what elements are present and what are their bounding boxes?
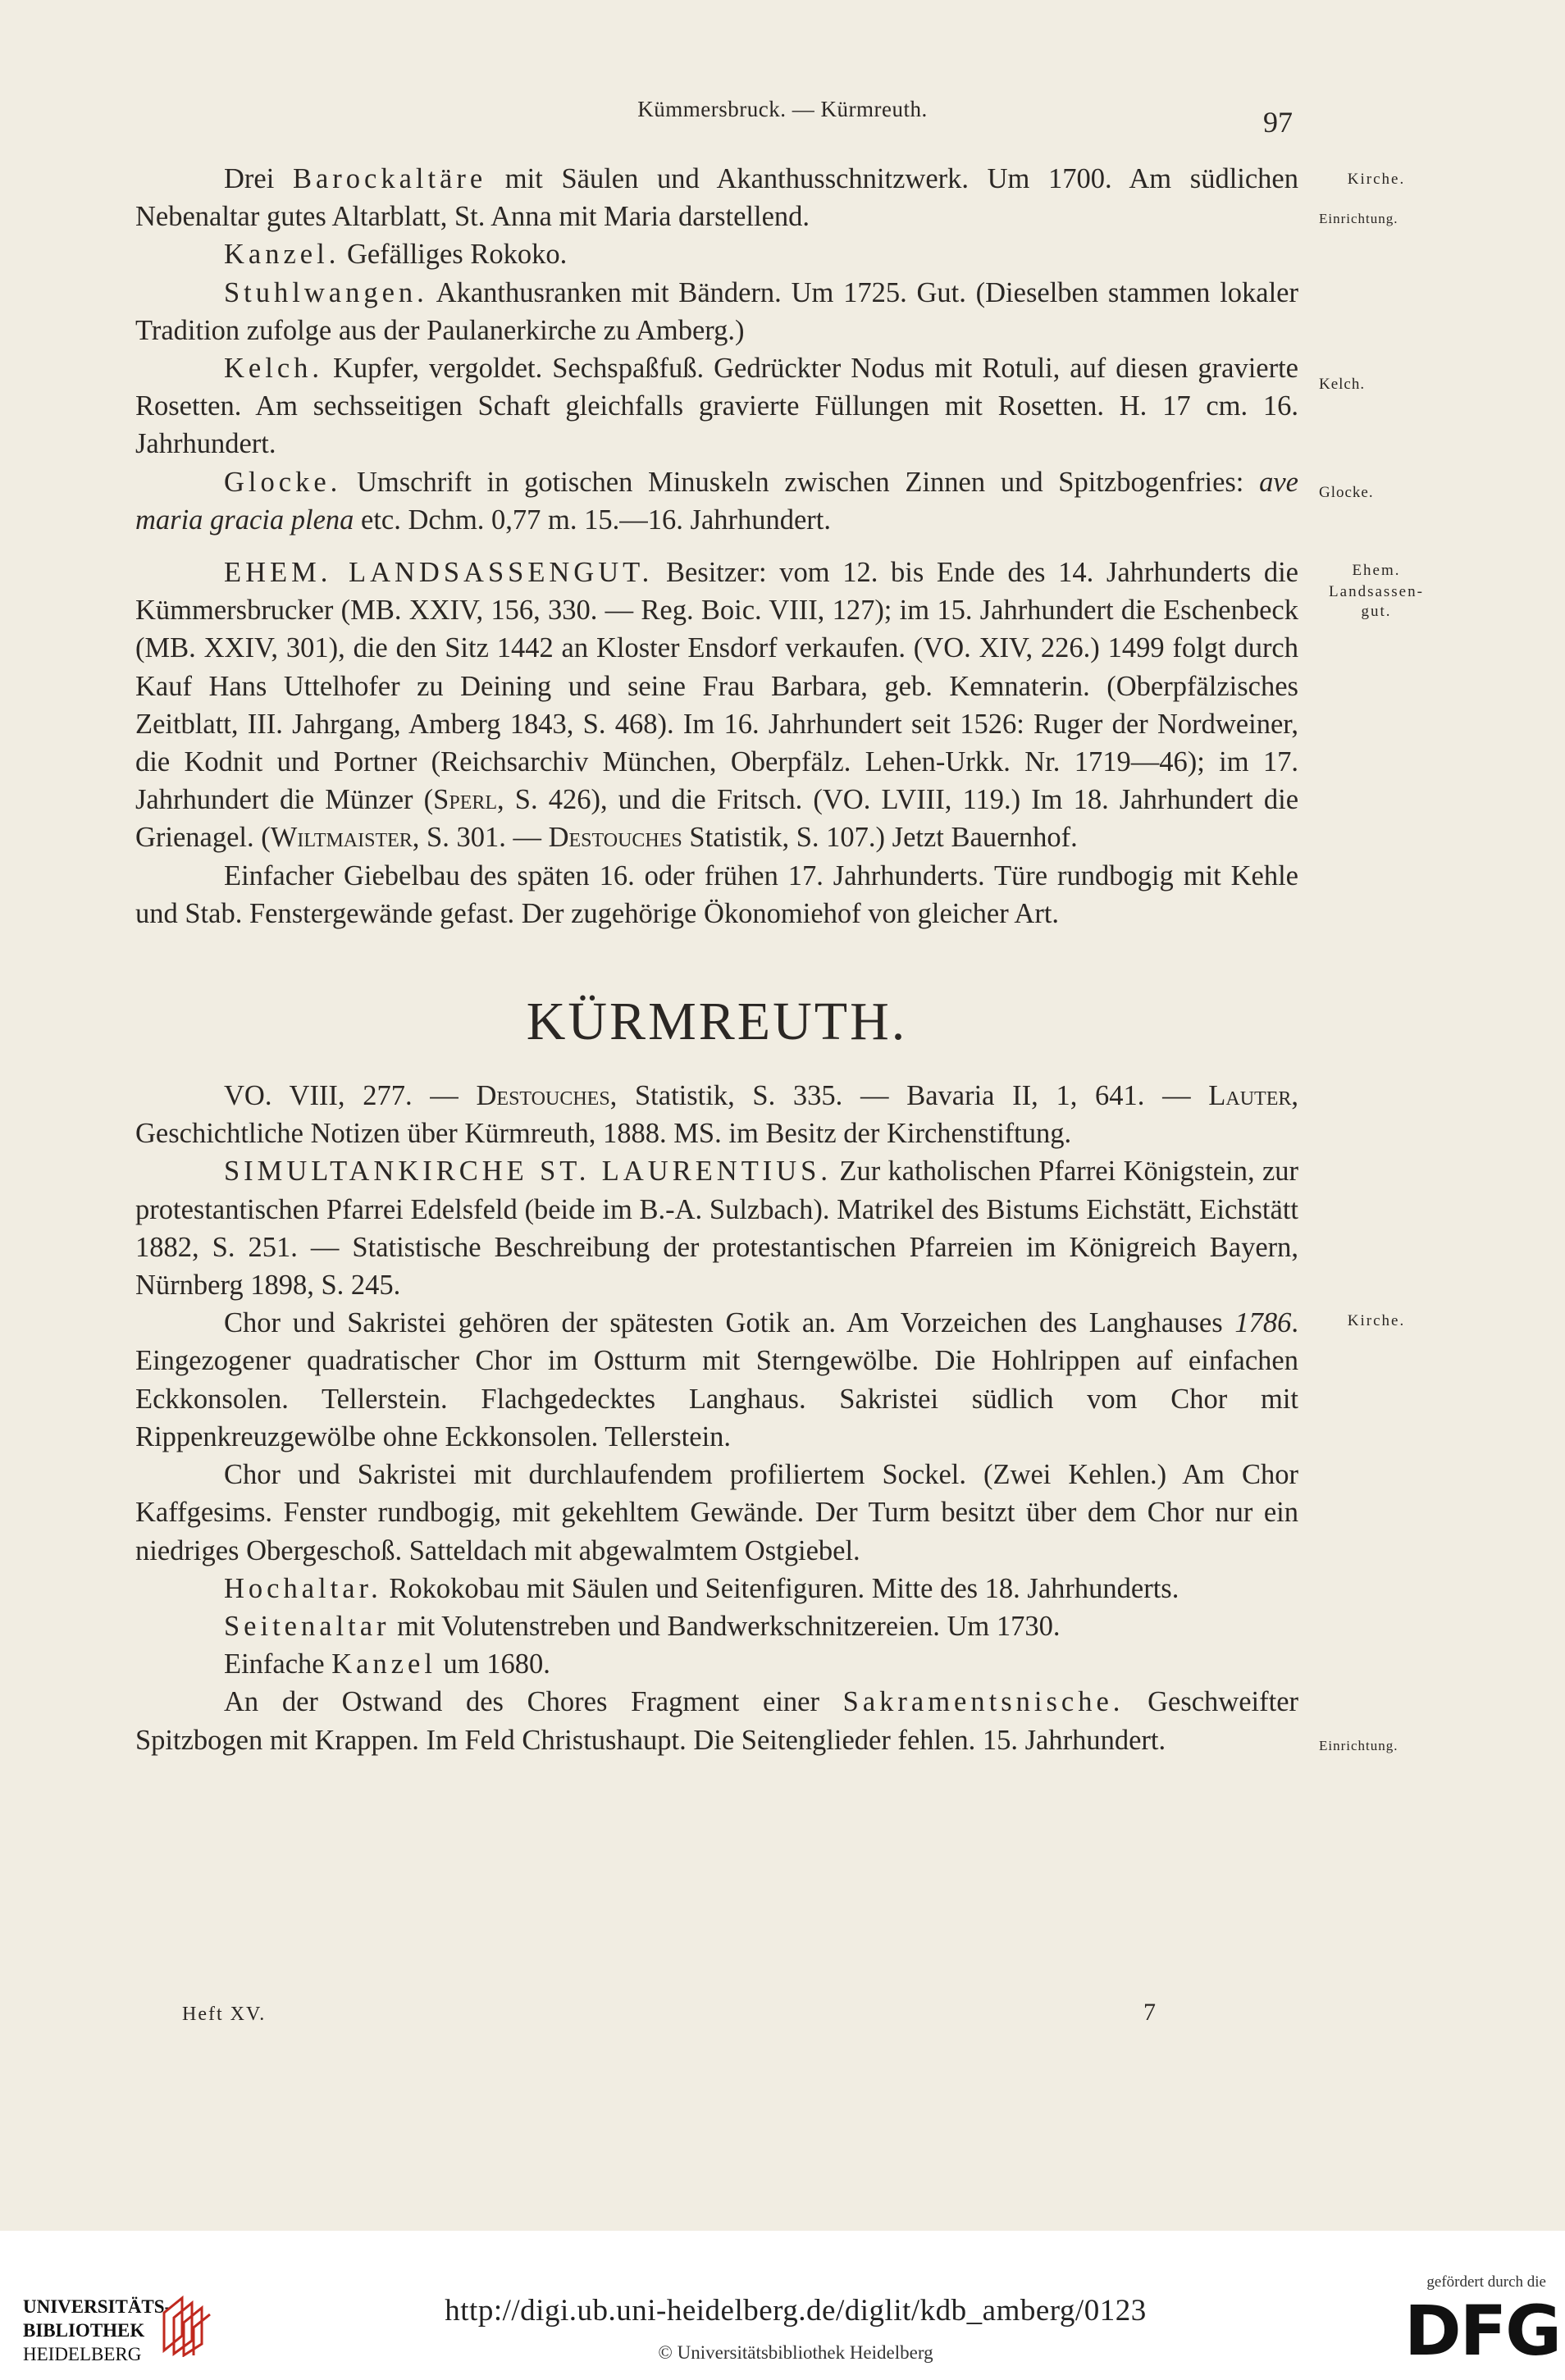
section-heading: KÜRMREUTH. <box>526 992 908 1052</box>
margin-note-kelch: Kelch. <box>1319 376 1366 393</box>
permalink-url[interactable]: http://digi.ub.uni-heidelberg.de/diglit/kdb_amberg/0123 <box>445 2294 1147 2328</box>
margin-note-gut: gut. <box>1361 603 1392 620</box>
paragraph-chor-sakristei: Chor und Sakristei gehören der spätesten Gotik an. Am Vorzeichen des Langhauses 1786. Eingezogener quadratischer Chor im Ostturm mit Sterngewölbe. Die Hohlrippen auf einfachen Eckkonsolen. Tellerstein. Flachgedecktes Langhaus. Sakristei südlich vom Chor mit Rippenkreuzgewölbe ohne Eckkonsolen. Tellerstein. <box>135 1307 1298 1452</box>
paragraph-seitenaltar: Seitenaltar mit Volutenstreben und Bandwerkschnitzereien. Um 1730. <box>224 1610 1061 1642</box>
funding-note: gefördert durch die <box>1426 2273 1546 2291</box>
ub-heidelberg-logo-icon[interactable] <box>157 2290 217 2357</box>
margin-note-kirche-2: Kirche. <box>1347 1312 1406 1329</box>
paragraph-hochaltar: Hochaltar. Rokokobau mit Säulen und Seitenfiguren. Mitte des 18. Jahrhunderts. <box>224 1572 1179 1604</box>
margin-note-einrichtung: Einrichtung. <box>1319 211 1398 226</box>
paragraph-glocke: Glocke. Umschrift in gotischen Minuskeln zwischen Zinnen und Spitzbogenfries: ave maria gracia plena etc. Dchm. 0,77 m. 15.—16. Jahrhundert. <box>135 466 1298 536</box>
paragraph-barockaltaere: Drei Barockaltäre mit Säulen und Akanthusschnitzwerk. Um 1700. Am südlichen Nebenaltar gutes Altarblatt, St. Anna mit Maria darstellend. <box>135 163 1298 233</box>
paragraph-sockel: Chor und Sakristei mit durchlaufendem profiliertem Sockel. (Zwei Kehlen.) Am Chor Kaffgesims. Fenster rundbogig, mit gekehltem Gewände. Der Turm besitzt über dem Chor nur ein niedriges Obergeschoß. Satteldach mit abgewalmtem Ostgiebel. <box>135 1459 1298 1566</box>
margin-note-glocke: Glocke. <box>1319 484 1374 501</box>
signature-mark: 7 <box>1143 1999 1156 2026</box>
margin-note-einrichtung-2: Einrichtung. <box>1319 1738 1398 1753</box>
copyright-notice: © Universitätsbibliothek Heidelberg <box>658 2342 933 2363</box>
paragraph-giebelbau: Einfacher Giebelbau des späten 16. oder frühen 17. Jahrhunderts. Türe rundbogig mit Kehle und Stab. Fenstergewände gefast. Der zugehörige Ökonomiehof von gleicher Art. <box>135 859 1298 929</box>
margin-note-landsassen: Landsassen- <box>1329 583 1424 600</box>
library-name[interactable]: UNIVERSITÄTS- BIBLIOTHEK HEIDELBERG <box>23 2296 171 2364</box>
paragraph-kanzel-kuermreuth: Einfache Kanzel um 1680. <box>224 1648 550 1680</box>
margin-note-kirche: Kirche. <box>1347 171 1406 188</box>
paragraph-stuhlwangen: Stuhlwangen. Akanthusranken mit Bändern. Um 1725. Gut. (Dieselben stammen lokaler Tradition zufolge aus der Paulanerkirche zu Amberg.) <box>135 276 1298 346</box>
paragraph-sakramentsnische: An der Ostwand des Chores Fragment einer Sakramentsnische. Geschweifter Spitzbogen mit Krappen. Im Feld Christushaupt. Die Seitenglieder fehlen. 15. Jahrhundert. <box>135 1686 1298 1756</box>
paragraph-simultankirche: SIMULTANKIRCHE ST. LAURENTIUS. Zur katholischen Pfarrei Königstein, zur protestantischen Pfarrei Edelsfeld (beide im B.-A. Sulzbach). Matrikel des Bistums Eichstätt, Eichstätt 1882, S. 251. — Statistische Beschreibung der protestantischen Pfarreien im Königreich Bayern, Nürnberg 1898, S. 245. <box>135 1156 1298 1302</box>
margin-note-ehem: Ehem. <box>1352 562 1401 579</box>
paragraph-literature: VO. VIII, 277. — Destouches, Statistik, S. 335. — Bavaria II, 1, 641. — Lauter, Geschichtliche Notizen über Kürmreuth, 1888. MS. im Besitz der Kirchenstiftung. <box>135 1080 1298 1150</box>
page-number: 97 <box>1263 106 1293 139</box>
issue-label: Heft XV. <box>182 2004 267 2025</box>
paragraph-kanzel: Kanzel. Gefälliges Rokoko. <box>224 239 568 271</box>
running-head: Kümmersbruck. — Kürmreuth. <box>637 97 928 121</box>
paragraph-landsassengut: EHEM. LANDSASSENGUT. Besitzer: vom 12. bis Ende des 14. Jahrhunderts die Kümmersbrucker (MB. XXIV, 156, 330. — Reg. Boic. VIII, 127); im 15. Jahrhundert die Eschenbeck (MB. XXIV, 301), die den Sitz 1442 an Kloster Ensdorf verkaufen. (VO. XIV, 226.) 1499 folgt durch Kauf Hans Uttelhofer zu Deining und seine Frau Barbara, geb. Kemnaterin. (Oberpfälzisches Zeitblatt, III. Jahrgang, Amberg 1843, S. 468). Im 16. Jahrhundert seit 1526: Ruger der Nordweiner, die Kodnit und Portner (Reichsarchiv München, Oberpfälz. Lehen-Urkk. Nr. 1719—46); im 17. Jahrhundert die Münzer (Sperl, S. 426), und die Fritsch. (VO. LVIII, 119.) Im 18. Jahrhundert die Grienagel. (Wiltmaister, S. 301. — Destouches Statistik, S. 107.) Jetzt Bauernhof. <box>135 557 1299 854</box>
paragraph-kelch: Kelch. Kupfer, vergoldet. Sechspaßfuß. Gedrückter Nodus mit Rotuli, auf diesen gravierte Rosetten. Am sechsseitigen Schaft gleichfalls gravierte Füllungen mit Rosetten. H. 17 cm. 16. Jahrhundert. <box>135 353 1298 460</box>
dfg-logo[interactable]: DFG <box>1404 2291 1561 2371</box>
body-text <box>135 160 1298 1759</box>
